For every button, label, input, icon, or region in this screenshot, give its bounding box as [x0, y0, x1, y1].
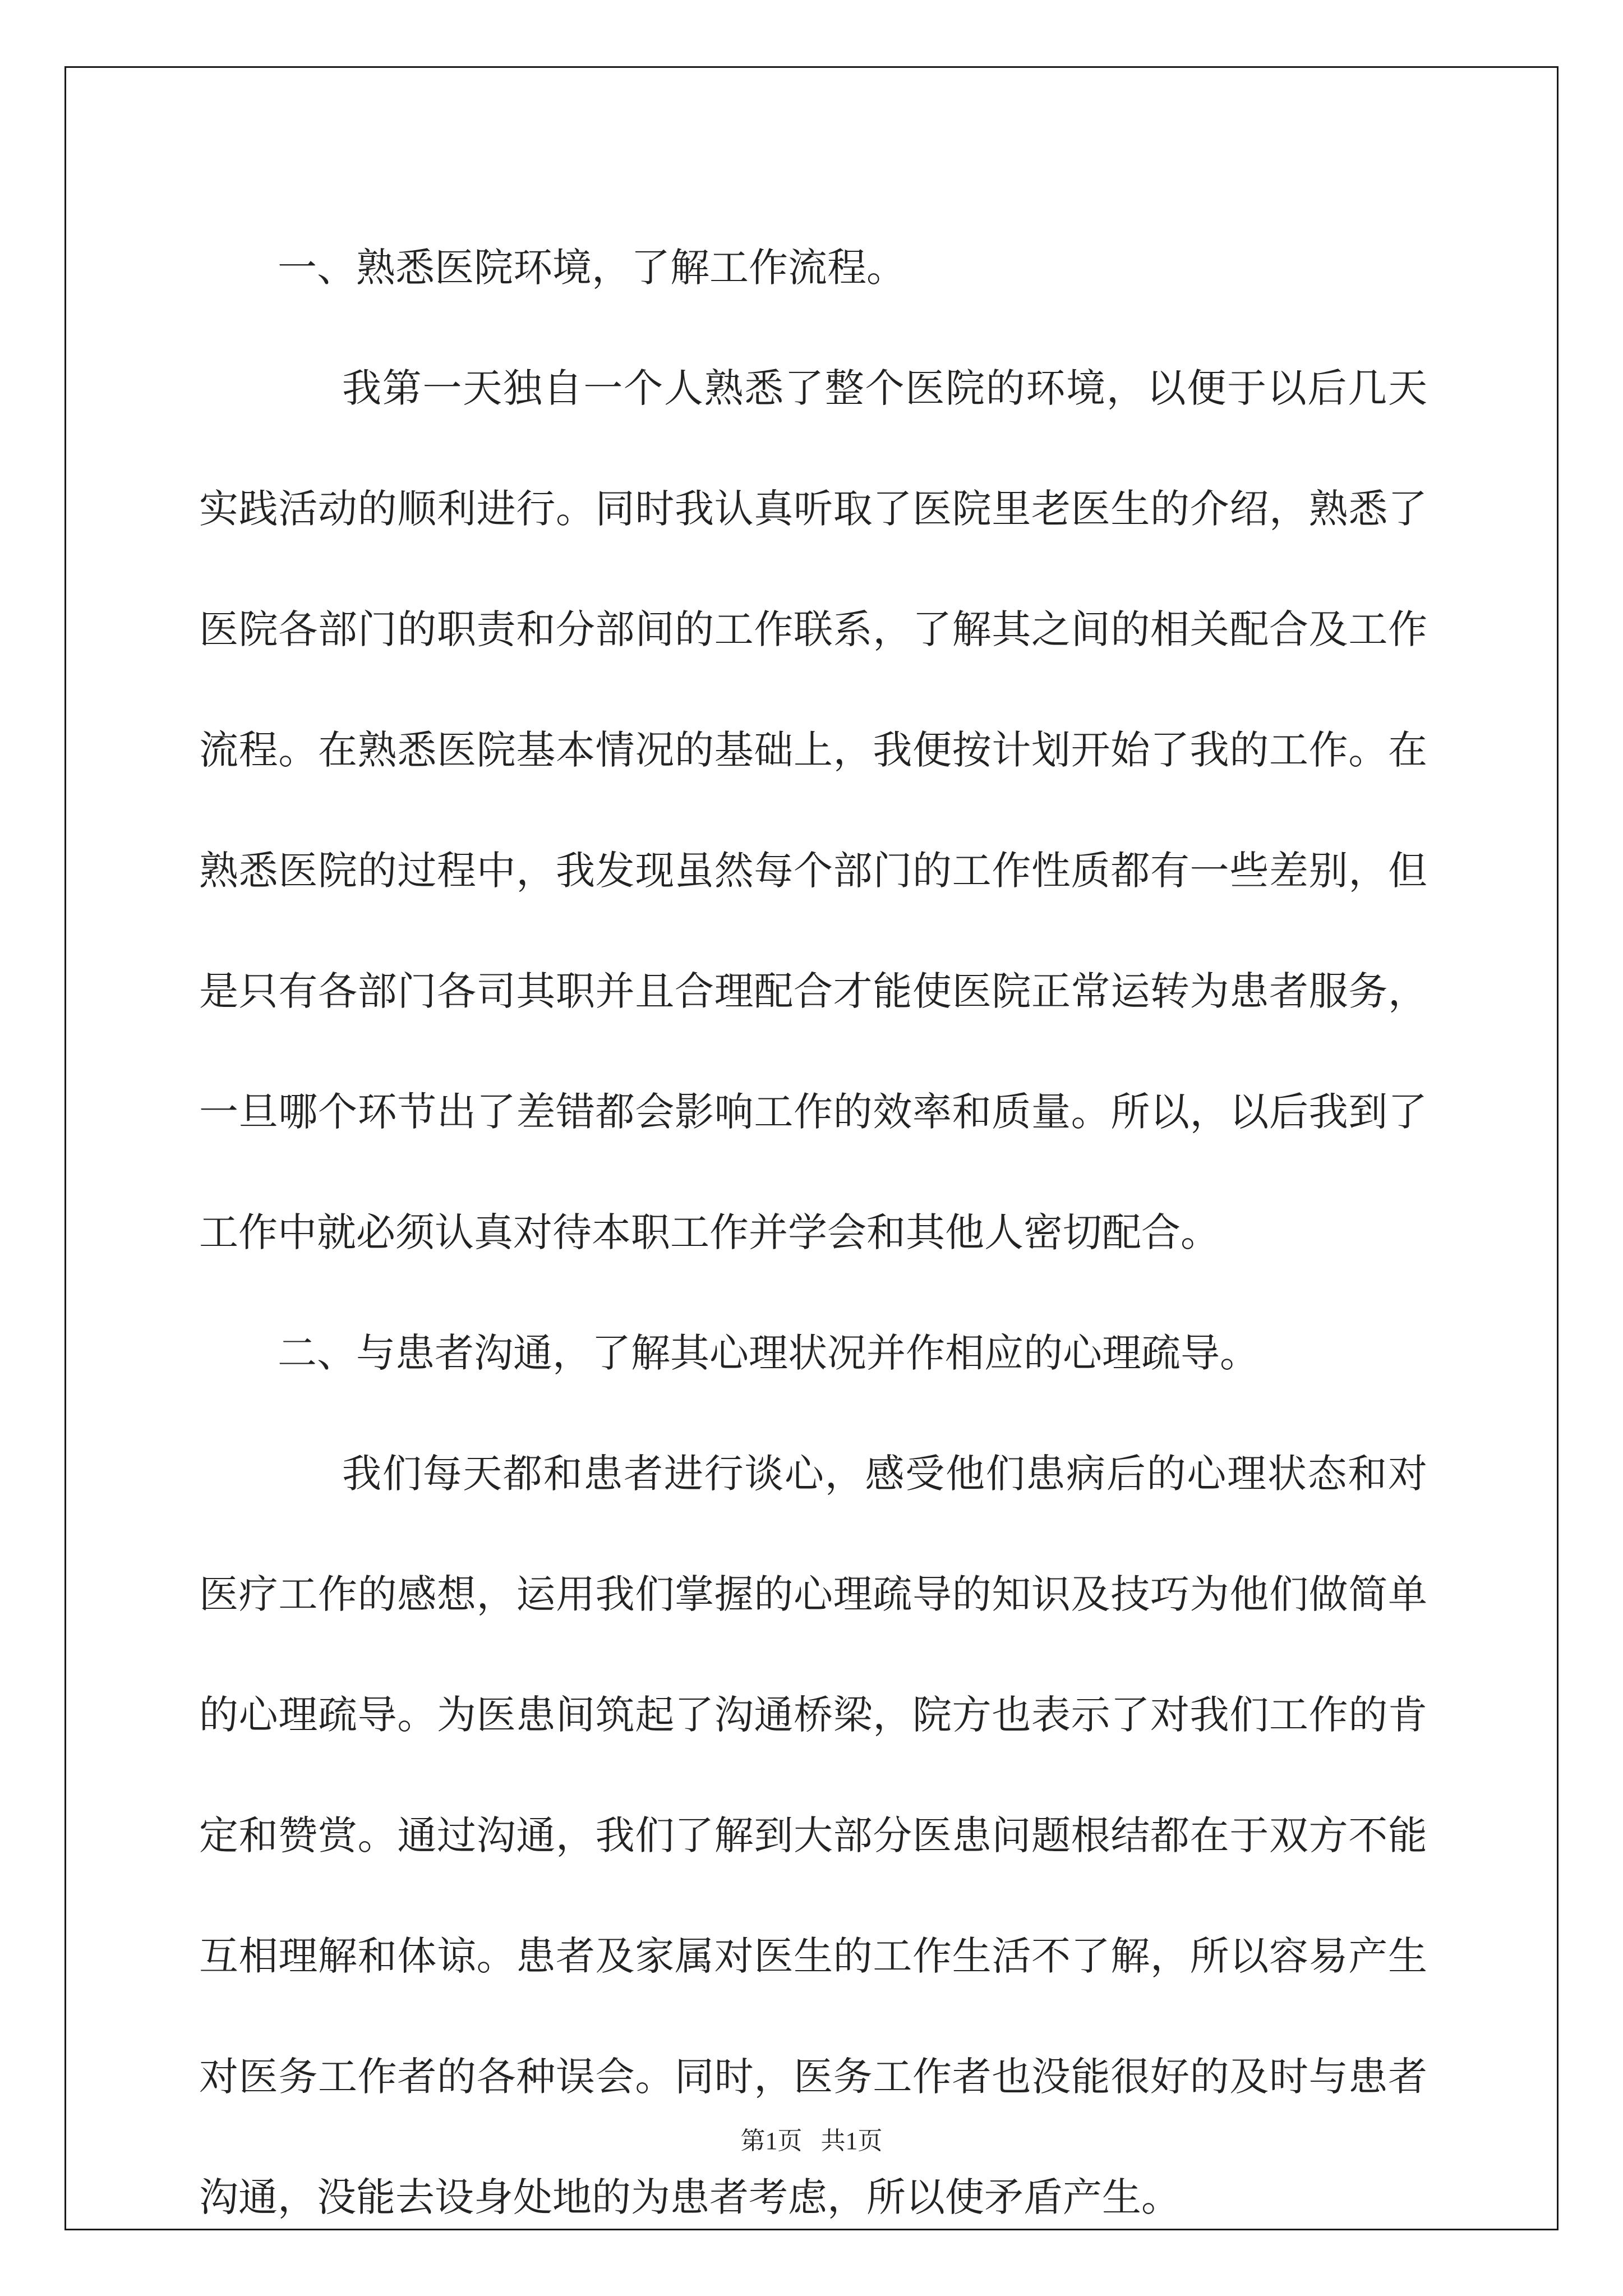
section-paragraph-1: 我第一天独自一个人熟悉了整个医院的环境，以便于以后几天实践活动的顺利进行。同时我认真听取了医院里老医生的介绍，熟悉了医院各部门的职责和分部间的工作联系，了解其之间的相关配合及工作流程。在熟悉医院基本情况的基础上，我便按计划开始了我的工作。在熟悉医院的过程中，我发现虽然每个部门的工作性质都有一些差别，但是只有各部门各司其职并且合理配合才能使医院正常运转为患者服务，一旦哪个环节出了差错都会影响工作的效率和质量。所以，以后我到了工作中就必须认真对待本职工作并学会和其他人密切配合。	[199, 365, 1427, 1255]
section-paragraph-2: 我们每天都和患者进行谈心，感受他们患病后的心理状态和对医疗工作的感想，运用我们掌握的心理疏导的知识及技巧为他们做简单的心理疏导。为医患间筑起了沟通桥梁，院方也表示了对我们工作的肯定和赞赏。通过沟通，我们了解到大部分医患问题根结都在于双方不能互相理解和体谅。患者及家属对医生的工作生活不了解，所以容易产生对医务工作者的各种误会。同时，医务工作者也没能很好的及时与患者沟通，没能去设身处地的为患者考虑，所以使矛盾产生。	[199, 1451, 1427, 2220]
section-heading-2: 二、与患者沟通，了解其心理状况并作相应的心理疏导。	[278, 1330, 1259, 1376]
document-body	[199, 208, 1427, 2258]
section-heading-1: 一、熟悉医院环境，了解工作流程。	[278, 245, 906, 291]
page-footer: 第1页 共1页	[740, 2127, 883, 2155]
